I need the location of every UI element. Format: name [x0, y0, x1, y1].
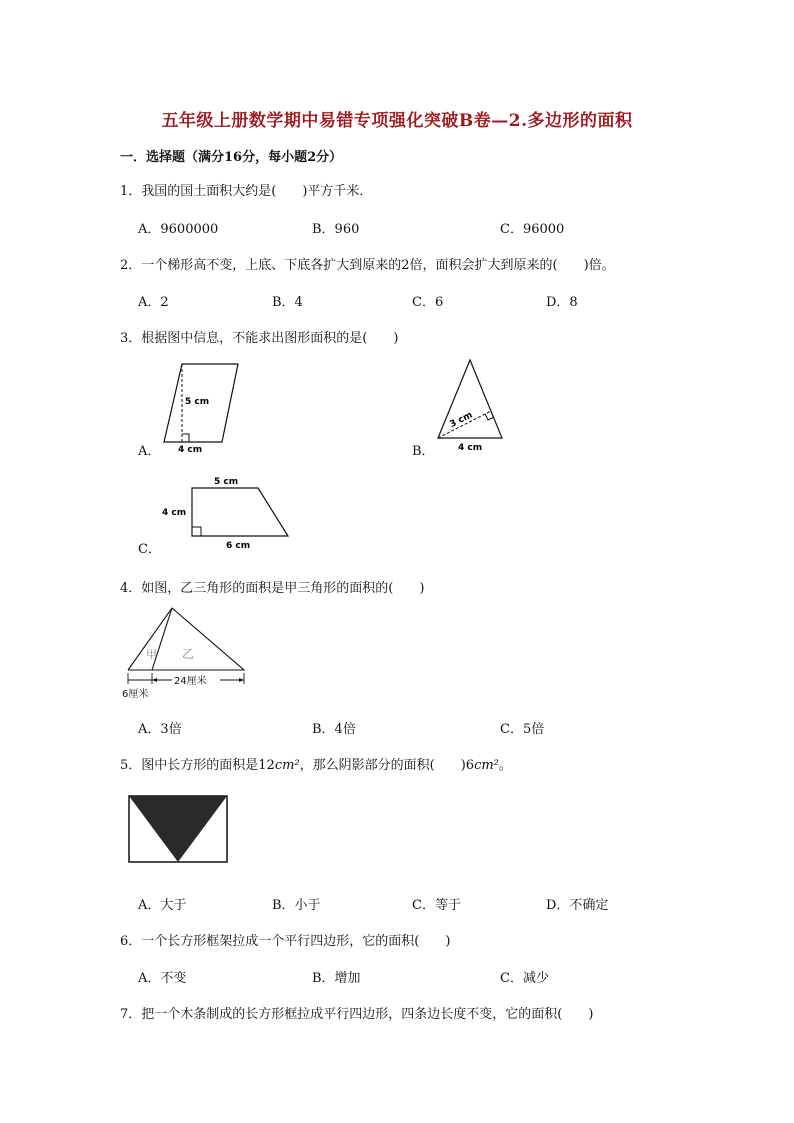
q6-option-c[interactable]: C．减少	[500, 971, 549, 986]
q6-option-b[interactable]: B．增加	[312, 971, 361, 986]
unit-cm2: cm²	[474, 758, 499, 773]
q2-option-c[interactable]: C．6	[412, 295, 444, 310]
unit-cm2: cm²	[274, 758, 300, 773]
triangle-base-label: 4 cm	[458, 443, 483, 453]
figure-shaded-rectangle	[128, 794, 230, 864]
question-3: 3．根据图中信息，不能求出图形面积的是( )	[120, 331, 399, 346]
q2-option-d[interactable]: D．8	[546, 295, 578, 310]
shaded-triangle	[129, 796, 227, 862]
question-2: 2．一个梯形高不变，上底、下底各扩大到原来的2倍，面积会扩大到原来的( )倍。	[120, 258, 615, 273]
trapezoid-top-label: 5 cm	[214, 477, 239, 487]
figure-trapezoid	[160, 472, 300, 552]
question-5: 5．图中长方形的面积是12cm²，那么阴影部分的面积( )6cm²。	[120, 758, 512, 773]
q2-option-a[interactable]: A．2	[138, 295, 169, 310]
figure-two-triangles	[122, 604, 252, 704]
triangle-yi-label: 乙	[182, 647, 195, 661]
q5-option-c[interactable]: C．等于	[412, 898, 461, 913]
q5-option-a[interactable]: A．大于	[138, 898, 187, 913]
right-angle-mark	[182, 434, 189, 442]
small-dimension-label: 6厘米	[122, 689, 149, 700]
q6-option-a[interactable]: A．不变	[138, 971, 187, 986]
question-6: 6．一个长方形框架拉成一个平行四边形，它的面积( )	[120, 934, 451, 949]
q3-option-b[interactable]: B．	[412, 444, 435, 459]
parallelogram-height-label: 5 cm	[185, 397, 210, 407]
trapezoid-bottom-label: 6 cm	[226, 541, 251, 551]
question-1: 1．我国的国土面积大约是( )平方千米．	[120, 184, 373, 199]
q4-option-c[interactable]: C．5倍	[500, 722, 545, 737]
trapezoid-height-label: 4 cm	[162, 508, 187, 518]
q1-option-a[interactable]: A．9600000	[138, 222, 219, 237]
triangle-shape	[438, 360, 502, 438]
right-angle-mark	[192, 527, 201, 536]
figure-parallelogram	[150, 358, 250, 454]
q4-option-b[interactable]: B．4倍	[312, 722, 356, 737]
question-7: 7．把一个木条制成的长方形框拉成平行四边形，四条边长度不变，它的面积( )	[120, 1007, 594, 1022]
section-heading: 一．选择题（满分16分，每小题2分）	[120, 150, 343, 165]
q4-option-a[interactable]: A．3倍	[138, 722, 182, 737]
q5-option-d[interactable]: D．不确定	[546, 898, 609, 913]
trapezoid-shape	[192, 488, 288, 536]
q3-option-c[interactable]: C．	[138, 542, 161, 557]
q5-option-b[interactable]: B．小于	[272, 898, 321, 913]
large-dimension-label: 24厘米	[174, 676, 207, 687]
page-title: 五年级上册数学期中易错专项强化突破B卷—2.多边形的面积	[161, 111, 633, 131]
figure-triangle	[432, 356, 516, 456]
q1-option-b[interactable]: B．960	[312, 222, 360, 237]
question-4: 4．如图，乙三角形的面积是甲三角形的面积的( )	[120, 581, 425, 596]
parallelogram-base-label: 4 cm	[178, 445, 203, 454]
triangle-height-label: 3 cm	[448, 410, 475, 431]
q3-option-a[interactable]: A．	[138, 444, 161, 459]
triangle-jia-label: 甲	[146, 648, 157, 661]
q1-option-c[interactable]: C．96000	[500, 222, 565, 237]
q2-option-b[interactable]: B．4	[272, 295, 303, 310]
